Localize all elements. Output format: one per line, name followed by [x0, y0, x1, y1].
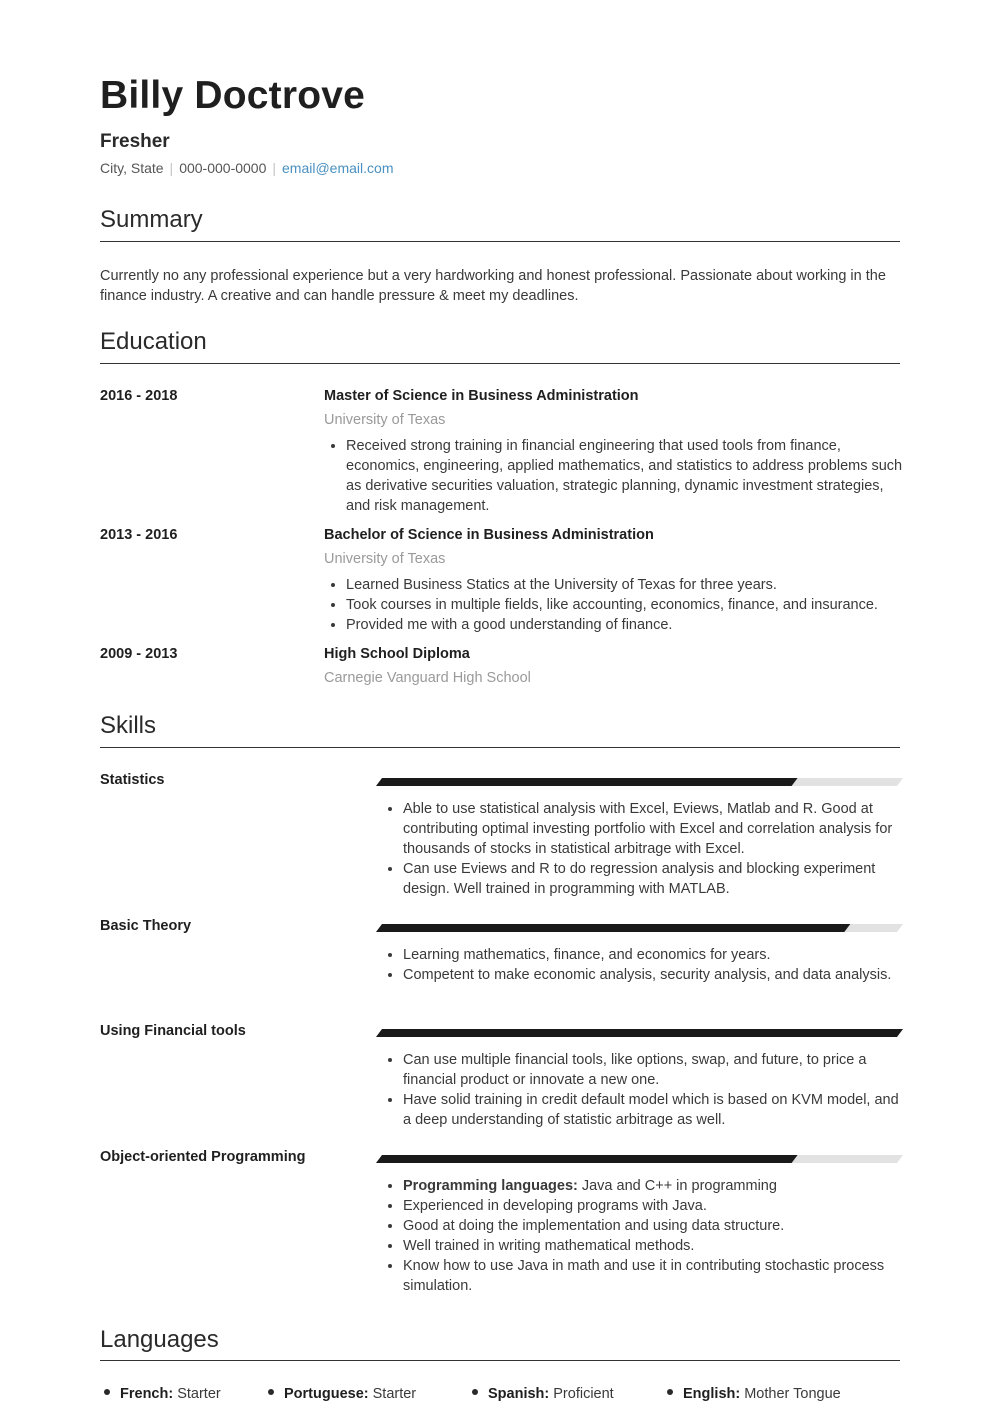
skill-bar-fill	[376, 924, 850, 932]
skill-name: Using Financial tools	[100, 1023, 246, 1039]
education-dates: 2009 - 2013	[100, 646, 178, 662]
section-heading-education: Education	[100, 328, 207, 355]
section-divider	[100, 1360, 900, 1361]
language-level: Proficient	[549, 1386, 614, 1402]
language-item	[268, 1386, 416, 1402]
education-degree: Bachelor of Science in Business Administration	[324, 527, 654, 543]
education-degree: Master of Science in Business Administration	[324, 388, 639, 404]
list-item: • Know how to use Java in math and use it in contributing stochastic process simulation.	[403, 1256, 901, 1296]
candidate-title: Fresher	[100, 131, 170, 152]
contact-phone: 000-000-0000	[179, 160, 267, 176]
list-item: • Received strong training in financial engineering that used tools from finance, economics, engineering, applied mathematics, and statistics to address problems such as derivative securities valuation, strategic planning, dynamic investment strategies, and risk management.	[346, 436, 904, 516]
section-heading-skills: Skills	[100, 712, 157, 739]
language-level: Mother Tongue	[740, 1386, 841, 1402]
bullet-dot	[268, 1389, 274, 1395]
skill-bar-graphic	[376, 778, 903, 786]
contact-separator: |	[169, 160, 174, 176]
list-item	[403, 1176, 901, 1196]
education-dates: 2016 - 2018	[100, 388, 178, 404]
skill-level-bar	[376, 1029, 903, 1037]
skill-level-bar	[376, 924, 903, 932]
section-heading-languages: Languages	[100, 1326, 219, 1353]
list-item: • Experienced in developing programs with Java.	[403, 1196, 901, 1216]
education-dates: 2013 - 2016	[100, 527, 178, 543]
list-item: • Competent to make economic analysis, security analysis, and data analysis.	[403, 965, 901, 985]
section-divider	[100, 241, 900, 242]
skill-name: Statistics	[100, 772, 165, 788]
list-item: • Took courses in multiple fields, like accounting, economics, finance, and insurance.	[346, 595, 904, 615]
bullet-text: Java and C++ in programming	[577, 1178, 777, 1194]
skill-bar-graphic	[376, 924, 903, 932]
list-item: • Have solid training in credit default model which is based on KVM model, and a deep understanding of statistic arbitrage as well.	[403, 1090, 901, 1130]
contact-line	[100, 160, 393, 176]
section-divider	[100, 363, 900, 364]
list-item: • Provided me with a good understanding of finance.	[346, 615, 904, 635]
list-item: • Can use multiple financial tools, like options, swap, and future, to price a financial product or innovate a new one.	[403, 1050, 901, 1090]
education-school: University of Texas	[324, 551, 446, 567]
list-item: • Learning mathematics, finance, and economics for years.	[403, 945, 901, 965]
skill-bullets	[381, 799, 901, 899]
list-item: • Good at doing the implementation and using data structure.	[403, 1216, 901, 1236]
education-bullets	[324, 436, 904, 516]
education-school: Carnegie Vanguard High School	[324, 670, 531, 686]
skill-bar-fill	[376, 1029, 903, 1037]
candidate-name: Billy Doctrove	[100, 74, 366, 117]
contact-location: City, State	[100, 160, 164, 176]
contact-email-link[interactable]: email@email.com	[282, 160, 394, 176]
section-divider	[100, 747, 900, 748]
section-heading-summary: Summary	[100, 206, 203, 233]
language-name: Spanish:	[488, 1386, 550, 1402]
language-item	[104, 1386, 221, 1402]
language-level: Starter	[368, 1386, 417, 1402]
skill-name: Basic Theory	[100, 918, 192, 934]
list-item: • Able to use statistical analysis with Excel, Eviews, Matlab and R. Good at contributing optimal investing portfolio with Excel and correlation analysis for thousands of stocks in statistical arbitrage with Excel.	[403, 799, 901, 859]
skill-bar-graphic	[376, 1029, 903, 1037]
list-item: • Well trained in writing mathematical methods.	[403, 1236, 901, 1256]
education-school: University of Texas	[324, 412, 446, 428]
skill-bullets	[381, 1176, 901, 1296]
skill-level-bar	[376, 1155, 903, 1163]
summary-text: Currently no any professional experience but a very hardworking and honest professional. Passionate about working in the finance industry. A creative and can handle pressure & meet my deadlines.	[100, 268, 886, 304]
skill-bar-graphic	[376, 1155, 903, 1163]
bullet-dot	[104, 1389, 110, 1395]
contact-separator: |	[272, 160, 277, 176]
skill-bullets	[381, 1050, 901, 1130]
skill-bullets	[381, 945, 901, 985]
education-degree: High School Diploma	[324, 646, 470, 662]
language-name: English:	[683, 1386, 741, 1402]
language-name: French:	[120, 1386, 174, 1402]
list-item: • Can use Eviews and R to do regression analysis and blocking experiment design. Well trained in programming with MATLAB.	[403, 859, 901, 899]
language-name: Portuguese:	[284, 1386, 369, 1402]
skill-bar-fill	[376, 778, 798, 786]
bullet-label: Programming languages:	[403, 1178, 578, 1194]
education-bullets	[324, 575, 904, 635]
skill-bar-fill	[376, 1155, 798, 1163]
bullet-dot	[472, 1389, 478, 1395]
skill-name: Object-oriented Programming	[100, 1149, 306, 1165]
language-item	[667, 1386, 841, 1402]
bullet-dot	[667, 1389, 673, 1395]
skill-level-bar	[376, 778, 903, 786]
language-item	[472, 1386, 614, 1402]
language-level: Starter	[173, 1386, 221, 1402]
list-item: • Learned Business Statics at the University of Texas for three years.	[346, 575, 904, 595]
